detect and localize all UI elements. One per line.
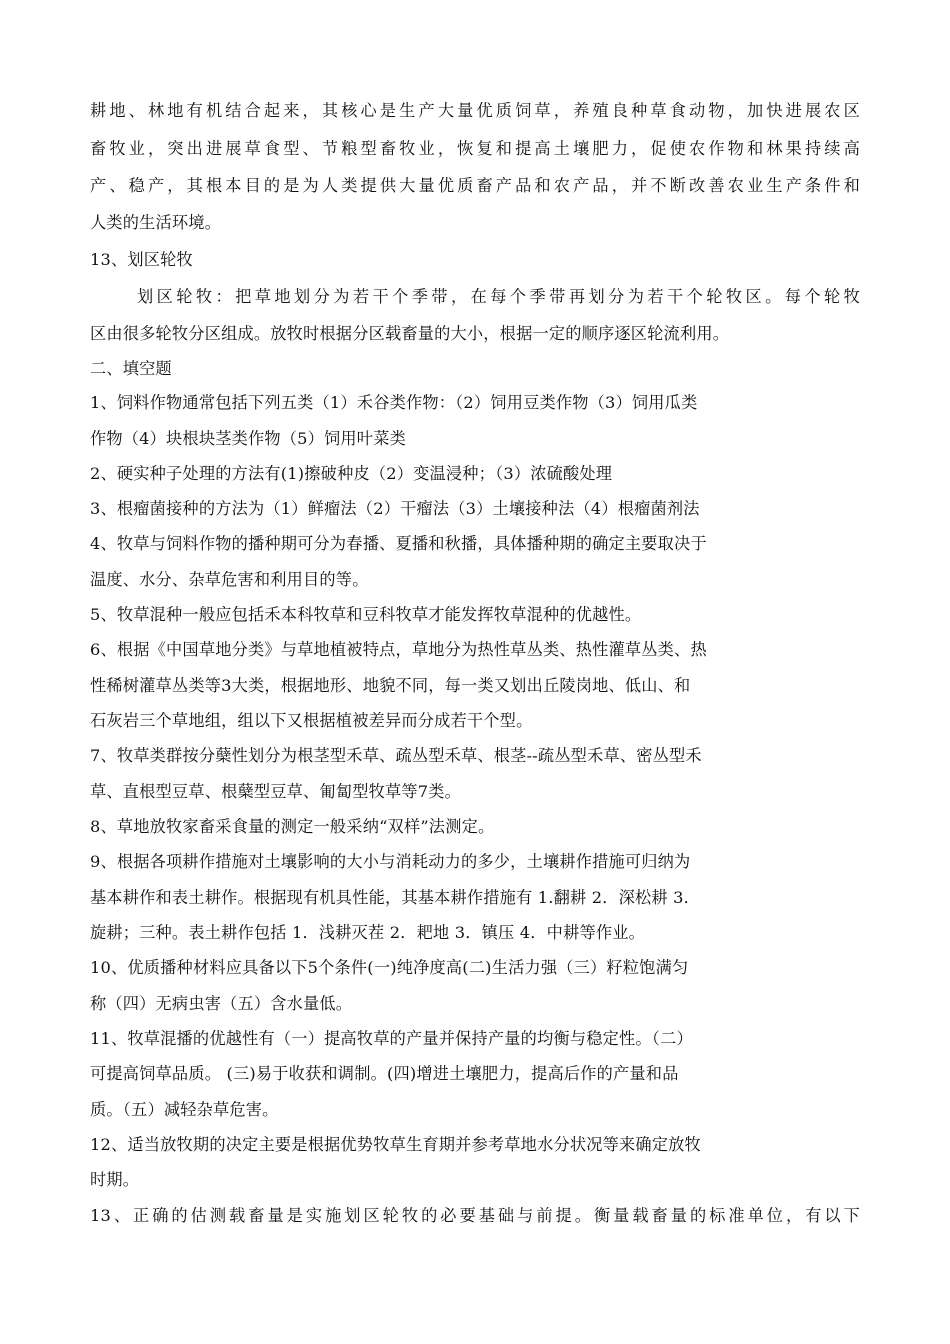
text-line: 石灰岩三个草地组，组以下又根据植被差异而分成若干个型。 [90, 711, 533, 730]
text-line: 9、根据各项耕作措施对土壤影响的大小与消耗动力的多少，土壤耕作措施可归纳为 [90, 852, 691, 871]
text-line: 6、根据《中国草地分类》与草地植被特点，草地分为热性草丛类、热性灌草丛类、热 [90, 640, 707, 659]
text-line: 作物（4）块根块茎类作物（5）饲用叶菜类 [90, 429, 406, 448]
text-line: 13、正确的估测载畜量是实施划区轮牧的必要基础与前提。衡量载畜量的标准单位，有以下 [90, 1206, 860, 1225]
text-line: 畜牧业，突出进展草食型、节粮型畜牧业，恢复和提高土壤肥力，促使农作物和林果持续高 [90, 139, 860, 158]
text-line: 产、稳产，其根本目的是为人类提供大量优质畜产品和农产品，并不断改善农业生产条件和 [90, 176, 860, 195]
text-line: 12、适当放牧期的决定主要是根据优势牧草生育期并参考草地水分状况等来确定放牧 [90, 1135, 701, 1154]
text-line: 旋耕；三种。表土耕作包括 1．浅耕灭茬 2．耙地 3．镇压 4．中耕等作业。 [90, 923, 646, 942]
text-line: 可提高饲草品质。 (三)易于收获和调制。(四)增进土壤肥力，提高后作的产量和品 [90, 1064, 679, 1083]
text-line: 5、牧草混种一般应包括禾本科牧草和豆科牧草才能发挥牧草混种的优越性。 [90, 605, 642, 624]
text-line: 1、饲料作物通常包括下列五类（1）禾谷类作物：（2）饲用豆类作物（3）饲用瓜类 [90, 393, 698, 412]
text-line: 草、直根型豆草、根蘖型豆草、匍匐型牧草等7类。 [90, 782, 462, 801]
text-line: 2、硬实种子处理的方法有(1)擦破种皮（2）变温浸种；（3）浓硫酸处理 [90, 464, 613, 483]
text-line: 4、牧草与饲料作物的播种期可分为春播、夏播和秋播，具体播种期的确定主要取决于 [90, 534, 707, 553]
text-line: 3、根瘤菌接种的方法为（1）鲜瘤法（2）干瘤法（3）土壤接种法（4）根瘤菌剂法 [90, 499, 700, 518]
text-line: 时期。 [90, 1170, 140, 1189]
section-heading: 13、划区轮牧 [90, 250, 193, 269]
text-line: 称（四）无病虫害（五）含水量低。 [90, 994, 353, 1013]
text-line: 8、草地放牧家畜采食量的测定一般采纳“双样”法测定。 [90, 817, 495, 836]
text-line: 7、牧草类群按分蘖性划分为根茎型禾草、疏丛型禾草、根茎--疏丛型禾草、密丛型禾 [90, 746, 702, 765]
text-line: 10、优质播种材料应具备以下5个条件(一)纯净度高(二)生活力强（三）籽粒饱满匀 [90, 958, 689, 977]
text-line: 性稀树灌草丛类等3大类，根据地形、地貌不同，每一类又划出丘陵岗地、低山、和 [90, 676, 691, 695]
text-line: 11、牧草混播的优越性有（一）提高牧草的产量并保持产量的均衡与稳定性。（二） [90, 1029, 693, 1048]
text-line: 质。（五）减轻杂草危害。 [90, 1100, 279, 1119]
text-line: 基本耕作和表土耕作。根据现有机具性能，其基本耕作措施有 1.翻耕 2．深松耕 3． [90, 888, 701, 907]
text-line: 划区轮牧：把草地划分为若干个季带，在每个季带再划分为若干个轮牧区。每个轮牧 [137, 287, 860, 306]
text-line: 区由很多轮牧分区组成。放牧时根据分区载畜量的大小，根据一定的顺序逐区轮流利用。 [90, 324, 730, 343]
text-line: 人类的生活环境。 [90, 213, 222, 232]
text-line: 温度、水分、杂草危害和利用目的等。 [90, 570, 369, 589]
text-line: 耕地、林地有机结合起来，其核心是生产大量优质饲草，养殖良种草食动物，加快进展农区 [90, 101, 860, 120]
section-heading: 二、填空题 [90, 359, 172, 378]
